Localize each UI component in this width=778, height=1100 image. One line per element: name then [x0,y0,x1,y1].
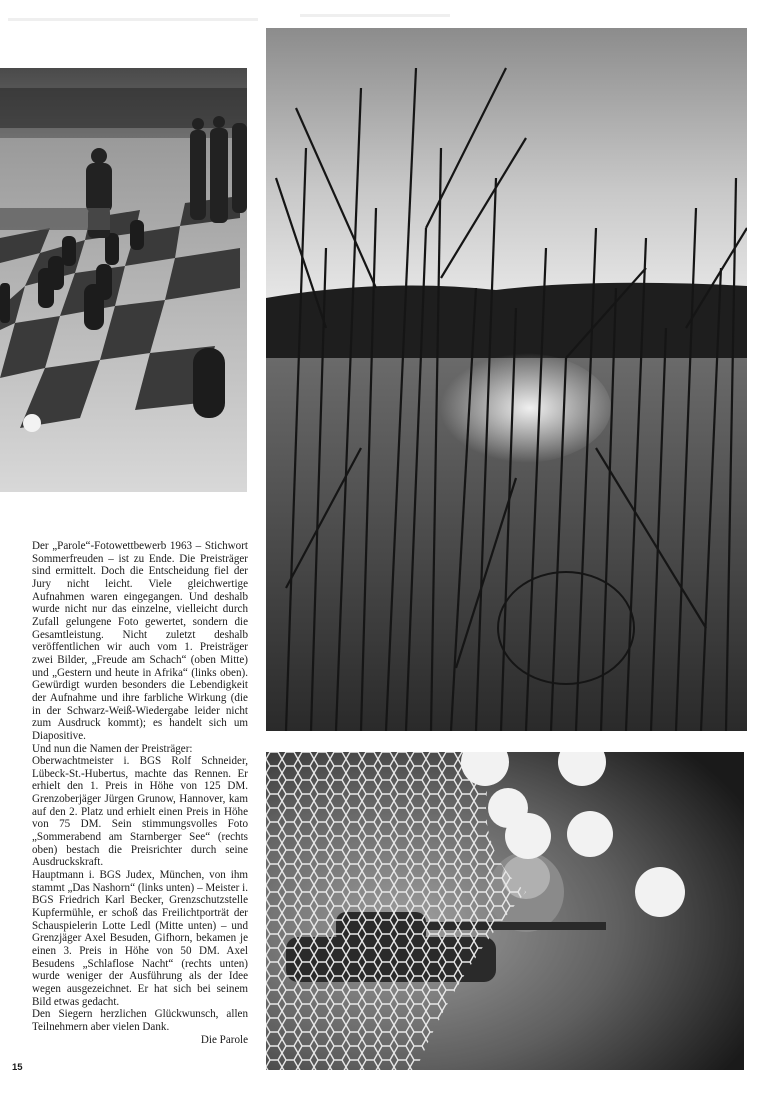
article-intro-paragraph: Der „Parole“-Fotowettbewerb 1963 – Stichwort Sommerfreuden – ist zu Ende. Die Preisträger sind ermittelt. Doch die Entscheidung fiel der Jury nicht leicht. Viele gleichwertige Aufnahmen waren eingegangen. Und deshalb wurde nicht nur das einzelne, vielleicht durch Zufall gelungene Foto gewertet, sondern die Gesamtleistung. Nicht zuletzt deshalb veröffentlichen wir auch vom 1. Preisträger zwei Bilder, „Freude am Schach“ (oben Mitte) und „Gestern und heute in Afrika“ (links oben). Gewürdigt wurden besonders die Lebendigkeit der Aufnahme und ihre farbliche Wirkung (die in der Schwarz-Weiß-Wiedergabe leider nicht zum Ausdruck kommt); es handelt sich um Diapositive. [32,540,248,742]
top-bleed-mark [300,14,450,17]
photo-outdoor-chess [0,68,247,492]
article-winners-heading: Und nun die Namen der Preisträger: [32,742,193,755]
photo-reeds-sunset [266,28,747,731]
article-body [32,540,248,1046]
article-first-second-prize: Oberwachtmeister i. BGS Rolf Schneider, Lübeck-St.-Hubertus, machte das Rennen. Er erhielt den 1. Preis in Höhe von 125 DM. Grenzoberjäger Jürgen Grunow, Hannover, kam auf den 2. Platz und erhielt einen Preis in Höhe von 75 DM. Sein stimmungsvolles Foto „Sommerabend am Starnberger See“ (rechts oben) bestach die Preisrichter durch seine Ausdruckskraft. [32,755,248,869]
article-third-prizes: Hauptmann i. BGS Judex, München, von ihm stammt „Das Nashorn“ (links unten) – Meister i. BGS Friedrich Karl Becker, Grenzschutzstelle Kupfermühle, er schoß das Freilichtporträt der Schauspielerin Lotte Ledl (Mitte unten) – und Grenzjäger Axel Besuden, Gifhorn, bekamen je einen 3. Preis in Höhe von 50 DM. Axel Besudens „Schlaflose Nacht“ (rechts unten) wurde weniger der Ausführung als der Idee wegen ausgezeichnet. Er hat sich bei seinem Bild etwas gedacht. [32,869,248,1008]
article-signature: Die Parole [200,1033,248,1046]
photo-tank-montage [266,752,744,1070]
article-closing: Den Siegern herzlichen Glückwunsch, allen Teilnehmern aber vielen Dank. [32,1008,248,1033]
page-number: 15 [12,1062,23,1073]
top-bleed-mark [8,18,258,21]
